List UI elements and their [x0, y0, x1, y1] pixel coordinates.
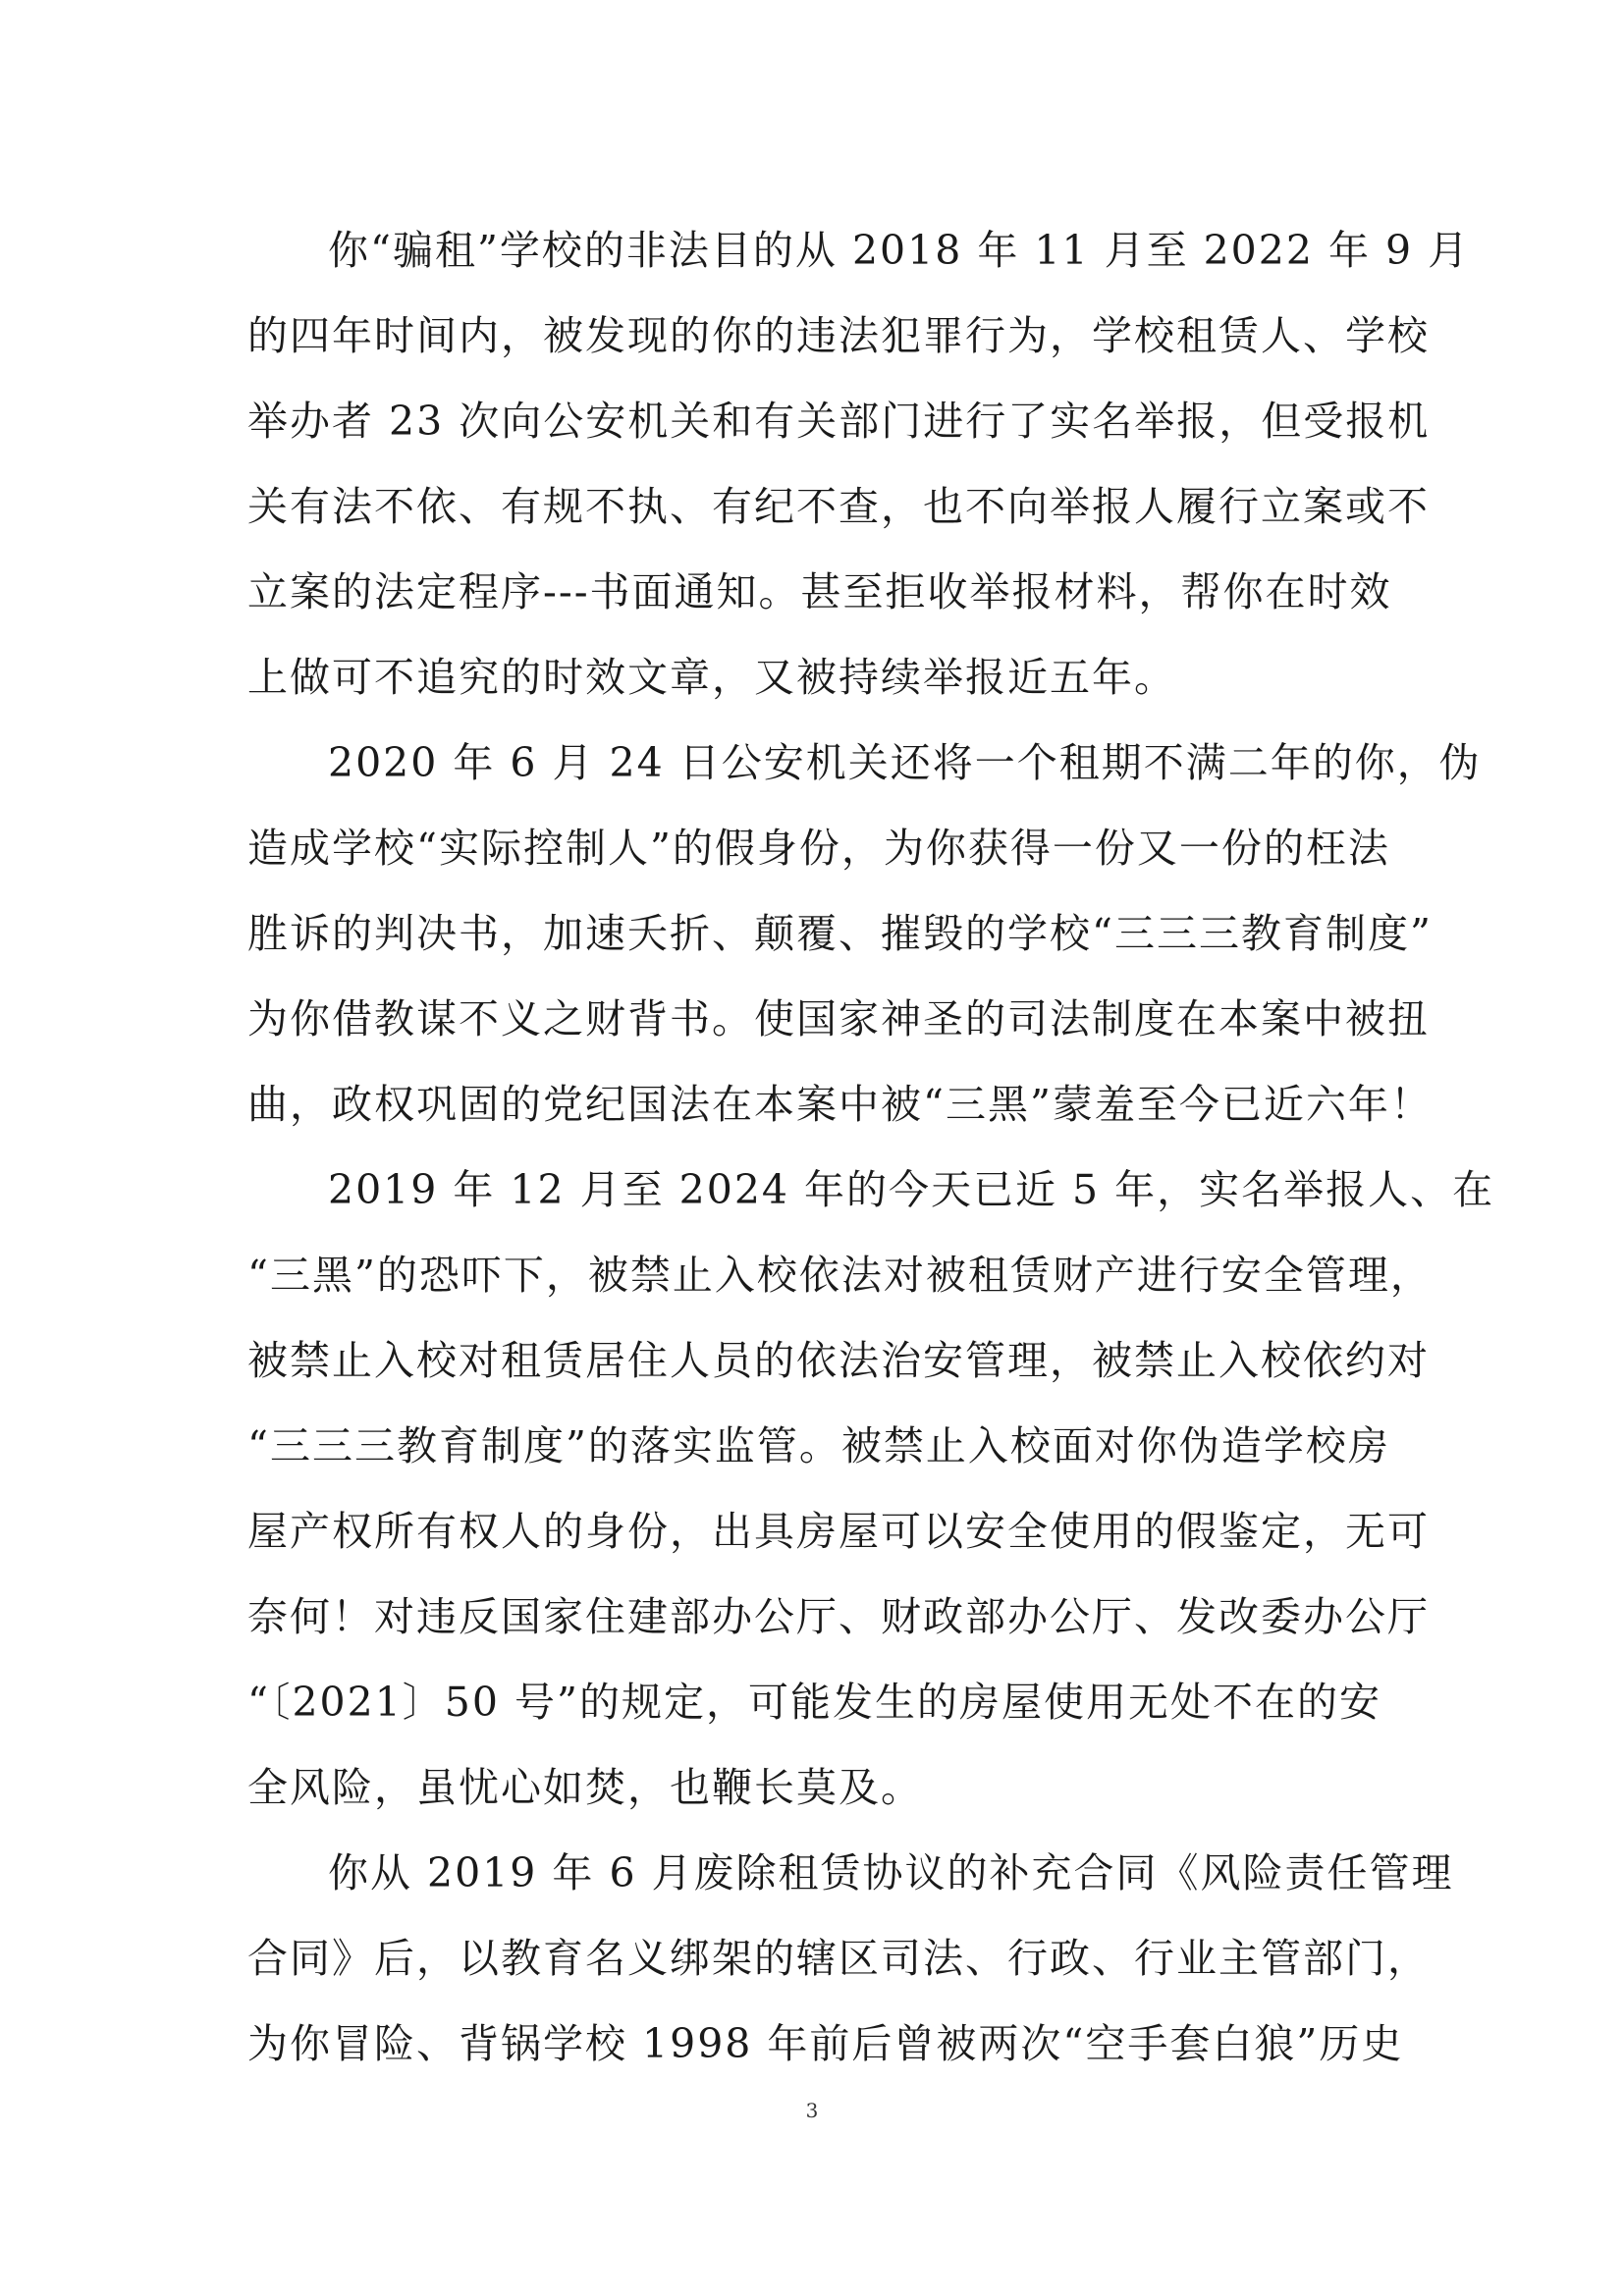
paragraph-4-line-1: 你从 2019 年 6 月废除租赁协议的补充合同《风险责任管理: [328, 1849, 1454, 1896]
paragraph-3-line-2: “三黑”的恐吓下，被禁止入校依法对被租赁财产进行安全管理，: [247, 1252, 1433, 1299]
paragraph-3-line-7: “〔2021〕50 号”的规定，可能发生的房屋使用无处不在的安: [247, 1679, 1381, 1726]
paragraph-1-line-1: 你“骗租”学校的非法目的从 2018 年 11 月至 2022 年 9 月: [328, 227, 1471, 274]
paragraph-4-line-3: 为你冒险、背锅学校 1998 年前后曾被两次“空手套白狼”历史: [247, 2020, 1404, 2067]
paragraph-2-line-5: 曲，政权巩固的党纪国法在本案中被“三黑”蒙羞至今已近六年！: [247, 1081, 1433, 1128]
paragraph-3-line-4: “三三三教育制度”的落实监管。被禁止入校面对你伪造学校房: [247, 1422, 1390, 1469]
paragraph-3-line-6: 奈何！对违反国家住建部办公厅、财政部办公厅、发改委办公厅: [247, 1593, 1430, 1640]
paragraph-2-line-2: 造成学校“实际控制人”的假身份，为你获得一份又一份的枉法: [247, 825, 1390, 872]
paragraph-1-line-3: 举办者 23 次向公安机关和有关部门进行了实名举报，但受报机: [247, 398, 1431, 445]
page-number: 3: [805, 2099, 819, 2122]
paragraph-4-line-2: 合同》后，以教育名义绑架的辖区司法、行政、行业主管部门，: [247, 1935, 1430, 1982]
paragraph-3-line-8: 全风险，虽忧心如焚，也鞭长莫及。: [247, 1764, 923, 1811]
paragraph-3-line-3: 被禁止入校对租赁居住人员的依法治安管理，被禁止入校依约对: [247, 1337, 1430, 1384]
paragraph-3-line-1: 2019 年 12 月至 2024 年的今天已近 5 年，实名举报人、在: [328, 1166, 1495, 1213]
paragraph-1-line-4: 关有法不依、有规不执、有纪不查，也不向举报人履行立案或不: [247, 483, 1430, 530]
paragraph-2-line-1: 2020 年 6 月 24 日公安机关还将一个租期不满二年的你，伪: [328, 739, 1482, 786]
paragraph-2-line-4: 为你借教谋不义之财背书。使国家神圣的司法制度在本案中被扭: [247, 995, 1430, 1042]
paragraph-3-line-5: 屋产权所有权人的身份，出具房屋可以安全使用的假鉴定，无可: [247, 1508, 1430, 1555]
paragraph-1-line-6: 上做可不追究的时效文章，又被持续举报近五年。: [247, 654, 1176, 701]
paragraph-1-line-5: 立案的法定程序---书面通知。甚至拒收举报材料，帮你在时效: [247, 568, 1392, 615]
paragraph-2-line-3: 胜诉的判决书，加速夭折、颠覆、摧毁的学校“三三三教育制度”: [247, 910, 1433, 957]
body-text: [247, 208, 1495, 2087]
paragraph-1-line-2: 的四年时间内，被发现的你的违法犯罪行为，学校租赁人、学校: [247, 312, 1430, 359]
